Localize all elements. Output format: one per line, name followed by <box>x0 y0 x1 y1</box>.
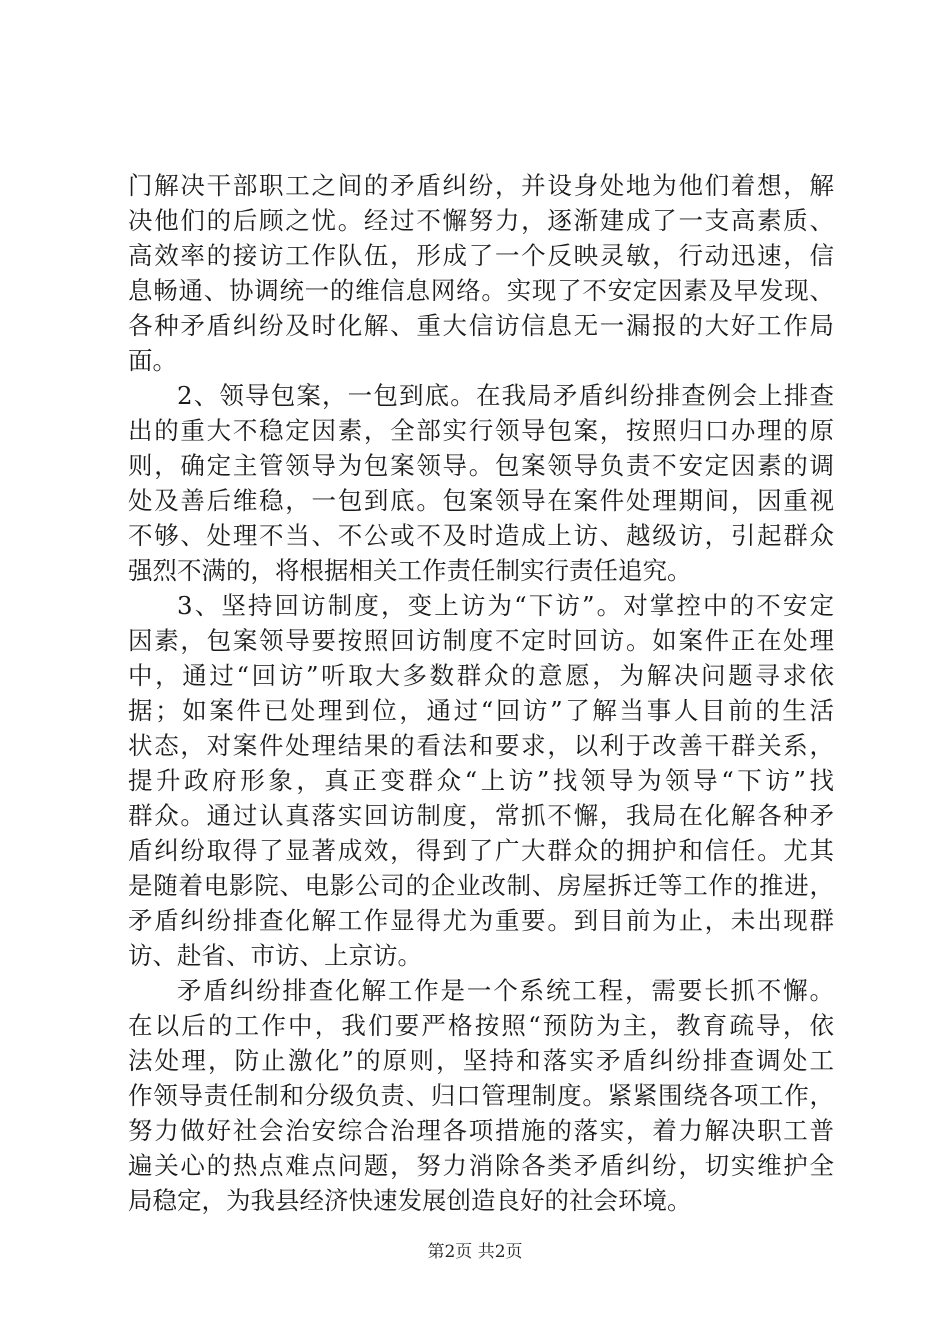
text-line: 各种矛盾纠纷及时化解、重大信访信息无一漏报的大好工作局 <box>128 311 834 340</box>
text-line: 盾纠纷取得了显著成效，得到了广大群众的拥护和信任。尤其 <box>128 836 834 865</box>
text-line: 努力做好社会治安综合治理各项措施的落实，着力解决职工普 <box>128 1116 834 1145</box>
text-line: 高效率的接访工作队伍，形成了一个反映灵敏，行动迅速，信 <box>128 241 834 270</box>
text-line: 出的重大不稳定因素，全部实行领导包案，按照归口办理的原 <box>128 416 834 445</box>
text-line: 在以后的工作中，我们要严格按照“预防为主，教育疏导，依 <box>128 1011 834 1040</box>
text-line: 矛盾纠纷排查化解工作显得尤为重要。到目前为止，未出现群 <box>128 906 834 935</box>
page-footer <box>0 1240 950 1264</box>
text-line: 处及善后维稳，一包到底。包案领导在案件处理期间，因重视 <box>128 486 834 515</box>
text-line: 则，确定主管领导为包案领导。包案领导负责不安定因素的调 <box>128 451 834 480</box>
text-line: 群众。通过认真落实回访制度，常抓不懈，我局在化解各种矛 <box>128 801 834 830</box>
text-line: 访、赴省、市访、上京访。 <box>128 941 422 970</box>
document-body <box>128 168 834 1218</box>
paragraph-4 <box>128 973 834 1218</box>
paragraph-2 <box>128 378 834 588</box>
text-line: 息畅通、协调统一的维信息网络。实现了不安定因素及早发现、 <box>128 276 834 305</box>
text-line: 作领导责任制和分级负责、归口管理制度。紧紧围绕各项工作， <box>128 1081 834 1110</box>
text-line: 法处理，防止激化”的原则，坚持和落实矛盾纠纷排查调处工 <box>128 1046 834 1075</box>
text-line: 是随着电影院、电影公司的企业改制、房屋拆迁等工作的推进， <box>128 871 834 900</box>
text-line: 强烈不满的，将根据相关工作责任制实行责任追究。 <box>128 556 692 585</box>
paragraph-1 <box>128 168 834 378</box>
text-line: 状态，对案件处理结果的看法和要求，以利于改善干群关系， <box>128 731 834 760</box>
text-line: 中，通过“回访”听取大多数群众的意愿，为解决问题寻求依 <box>128 661 834 690</box>
text-line: 局稳定，为我县经济快速发展创造良好的社会环境。 <box>128 1186 692 1215</box>
text-line: 面。 <box>128 346 177 375</box>
text-line: 2、领导包案，一包到底。在我局矛盾纠纷排查例会上排查 <box>177 381 834 410</box>
text-line: 遍关心的热点难点问题，努力消除各类矛盾纠纷，切实维护全 <box>128 1151 834 1180</box>
text-line: 3、坚持回访制度，变上访为“下访”。对掌控中的不安定 <box>177 591 834 620</box>
text-line: 门解决干部职工之间的矛盾纠纷，并设身处地为他们着想，解 <box>128 171 834 200</box>
page-number: 第2页 共2页 <box>427 1242 523 1262</box>
text-line: 矛盾纠纷排查化解工作是一个系统工程，需要长抓不懈。 <box>177 976 834 1005</box>
text-line: 提升政府形象，真正变群众“上访”找领导为领导“下访”找 <box>128 766 834 795</box>
paragraph-3 <box>128 588 834 973</box>
text-line: 决他们的后顾之忧。经过不懈努力，逐渐建成了一支高素质、 <box>128 206 834 235</box>
text-line: 因素，包案领导要按照回访制度不定时回访。如案件正在处理 <box>128 626 834 655</box>
text-line: 不够、处理不当、不公或不及时造成上访、越级访，引起群众 <box>128 521 834 550</box>
text-line: 据；如案件已处理到位，通过“回访”了解当事人目前的生活 <box>128 696 834 725</box>
